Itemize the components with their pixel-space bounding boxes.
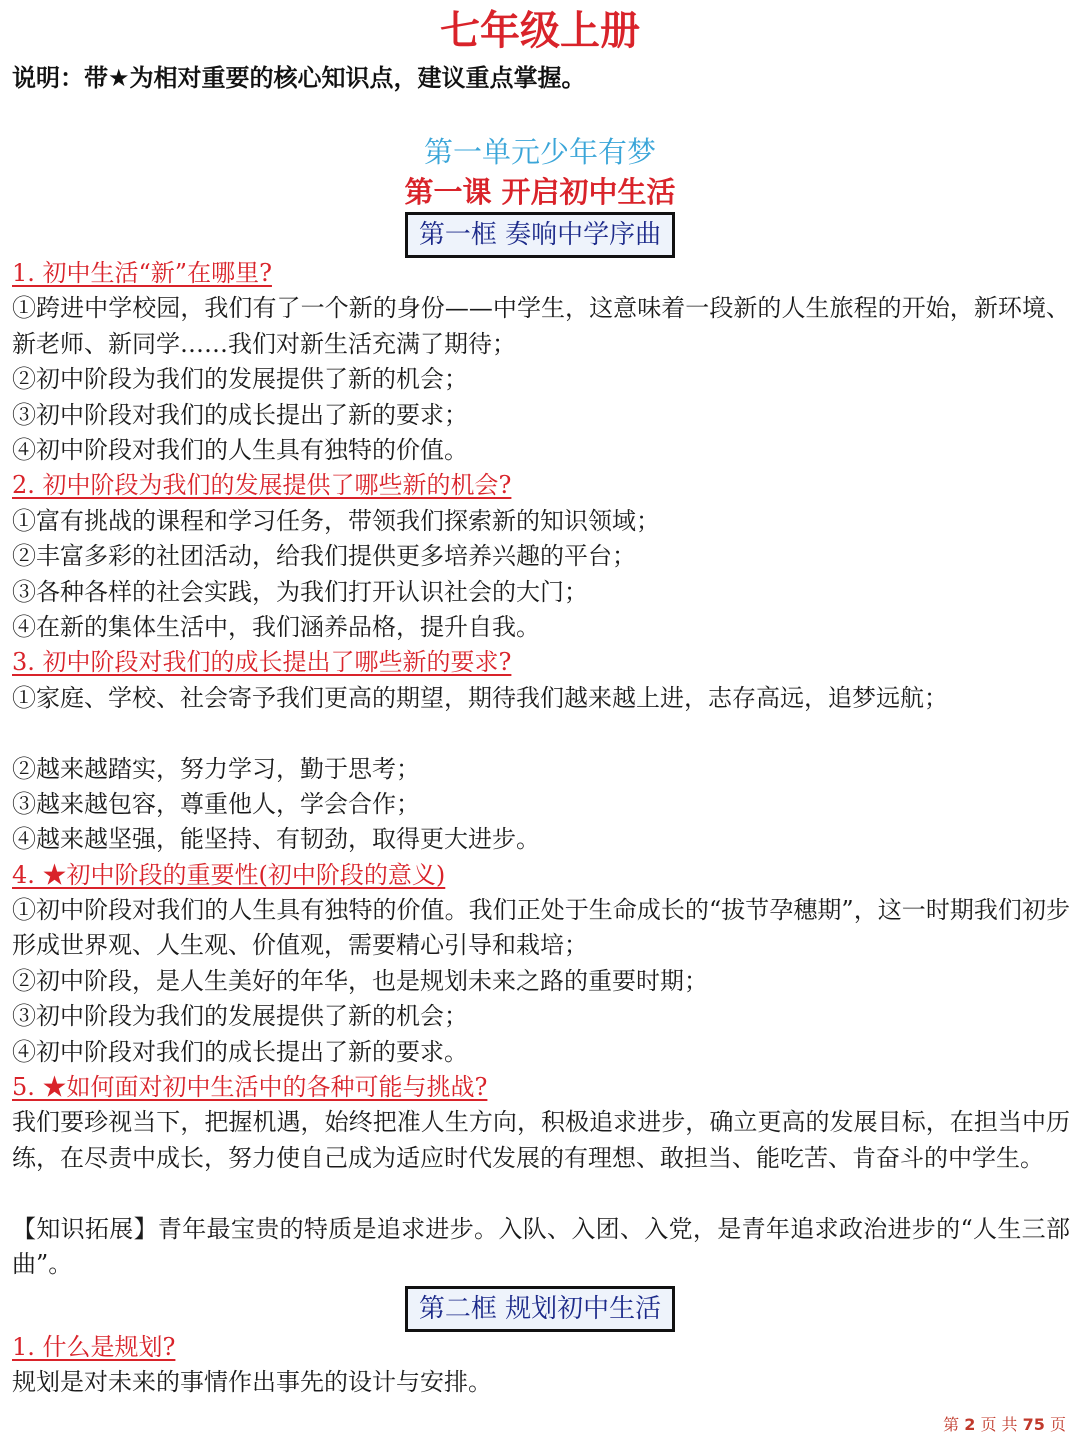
answer-item: ②初中阶段为我们的发展提供了新的机会； bbox=[12, 365, 468, 394]
page-title: 七年级上册 bbox=[440, 8, 640, 54]
content-block-2 bbox=[12, 1330, 1070, 1401]
question-heading: 1. 什么是规划? bbox=[12, 1333, 176, 1361]
knowledge-extension: 【知识拓展】青年最宝贵的特质是追求进步。入队、入团、入党，是青年追求政治进步的“人生三部曲”。 bbox=[12, 1214, 1070, 1279]
answer-item: ②初中阶段，是人生美好的年华，也是规划未来之路的重要时期； bbox=[12, 966, 708, 995]
answer-item: ④初中阶段对我们的成长提出了新的要求。 bbox=[12, 1037, 468, 1066]
page-number-suffix: 页 bbox=[1049, 1415, 1066, 1434]
content-block-1 bbox=[12, 256, 1070, 1282]
section-box-1: 第一框 奏响中学序曲 bbox=[405, 212, 675, 258]
answer-item: ①初中阶段对我们的人生具有独特的价值。我们正处于生命成长的“拔节孕穗期”，这一时期我们初步形成世界观、人生观、价值观，需要精心引导和栽培； bbox=[12, 896, 1070, 960]
answer-item: 规划是对未来的事情作出事先的设计与安排。 bbox=[12, 1368, 492, 1397]
question-heading: 2. 初中阶段为我们的发展提供了哪些新的机会? bbox=[12, 471, 512, 500]
study-note: 说明：带★为相对重要的核心知识点，建议重点掌握。 bbox=[12, 64, 586, 92]
answer-paragraph: 我们要珍视当下，把握机遇，始终把准人生方向，积极追求进步，确立更高的发展目标，在担当中历练，在尽责中成长，努力使自己成为适应时代发展的有理想、敢担当、能吃苦、肯奋斗的中学生。 bbox=[12, 1108, 1070, 1172]
unit-heading: 第一单元少年有梦 bbox=[423, 135, 656, 169]
lesson-heading: 第一课 开启初中生活 bbox=[404, 175, 676, 209]
answer-item: ③越来越包容，尊重他人，学会合作； bbox=[12, 789, 420, 818]
question-heading: 4. ★初中阶段的重要性(初中阶段的意义) bbox=[12, 860, 446, 889]
question-heading: 3. 初中阶段对我们的成长提出了哪些新的要求? bbox=[12, 648, 512, 677]
page-number-prefix: 第 bbox=[943, 1415, 960, 1434]
answer-item: ③初中阶段对我们的成长提出了新的要求； bbox=[12, 400, 468, 429]
answer-item: ②丰富多彩的社团活动，给我们提供更多培养兴趣的平台； bbox=[12, 542, 636, 571]
answer-item: ③各种各样的社会实践，为我们打开认识社会的大门； bbox=[12, 577, 588, 606]
answer-item: ①跨进中学校园，我们有了一个新的身份——中学生，这意味着一段新的人生旅程的开始，新环境、新老师、新同学……我们对新生活充满了期待； bbox=[12, 294, 1070, 358]
question-heading: 1. 初中生活“新”在哪里? bbox=[12, 259, 272, 287]
page-number-middle: 页 共 bbox=[980, 1415, 1018, 1434]
answer-item: ②越来越踏实，努力学习，勤于思考； bbox=[12, 754, 420, 783]
total-pages: 75 bbox=[1022, 1415, 1045, 1434]
page-number bbox=[943, 1414, 1066, 1436]
answer-item: ①家庭、学校、社会寄予我们更高的期望，期待我们越来越上进，志存高远，追梦远航； bbox=[12, 683, 948, 712]
answer-item: ③初中阶段为我们的发展提供了新的机会； bbox=[12, 1002, 468, 1031]
question-heading: 5. ★如何面对初中生活中的各种可能与挑战? bbox=[12, 1073, 488, 1102]
current-page: 2 bbox=[964, 1415, 976, 1434]
answer-item: ④初中阶段对我们的人生具有独特的价值。 bbox=[12, 435, 468, 464]
answer-item: ④在新的集体生活中，我们涵养品格，提升自我。 bbox=[12, 612, 540, 641]
answer-item: ④越来越坚强，能坚持、有韧劲，取得更大进步。 bbox=[12, 825, 540, 854]
section-box-2: 第二框 规划初中生活 bbox=[405, 1286, 675, 1332]
answer-item: ①富有挑战的课程和学习任务，带领我们探索新的知识领域； bbox=[12, 506, 660, 535]
